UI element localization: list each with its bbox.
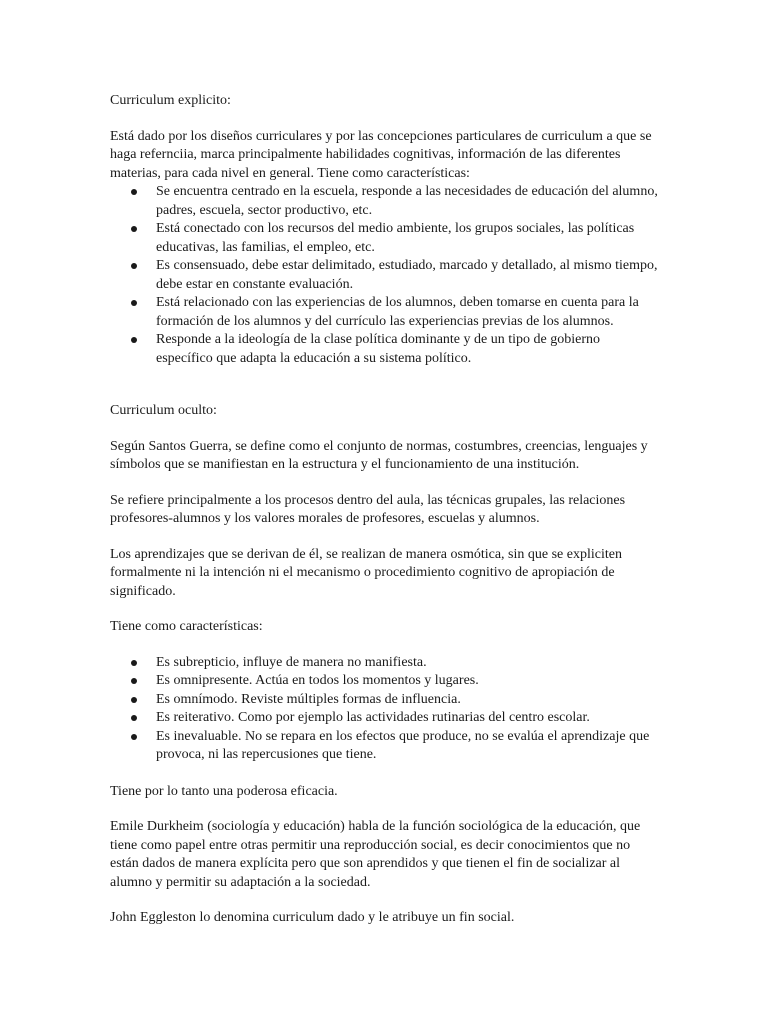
bullet-icon	[131, 734, 137, 740]
bullet-icon	[131, 189, 137, 195]
bullet-icon	[131, 263, 137, 269]
bullet-icon	[131, 678, 137, 684]
list-item: Es inevaluable. No se repara en los efectos que produce, no se evalúa el aprendizaje que provoca, ni las repercusiones que tiene.	[110, 728, 660, 765]
bullet-icon	[131, 697, 137, 703]
bullet-icon	[131, 300, 137, 306]
list-item: Es omnímodo. Reviste múltiples formas de influencia.	[110, 691, 660, 710]
bullet-icon	[131, 226, 137, 232]
list-item: Se encuentra centrado en la escuela, responde a las necesidades de educación del alumno, padres, escuela, sector productivo, etc.	[110, 183, 660, 220]
list-item: Es consensuado, debe estar delimitado, estudiado, marcado y detallado, al mismo tiempo, debe estar en constante evaluación.	[110, 257, 660, 294]
list-item: Está conectado con los recursos del medio ambiente, los grupos sociales, las políticas educativas, las familias, el empleo, etc.	[110, 220, 660, 257]
list-item: Está relacionado con las experiencias de los alumnos, deben tomarse en cuenta para la formación de los alumnos y del currículo las experiencias previas de los alumnos.	[110, 294, 660, 331]
section-title-hidden: Curriculum oculto:	[110, 403, 217, 418]
section-spacer	[110, 368, 660, 402]
list-item: Es omnipresente. Actúa en todos los momentos y lugares.	[110, 672, 660, 691]
features-intro: Tiene como características:	[110, 619, 263, 634]
list-item: Es reiterativo. Como por ejemplo las actividades rutinarias del centro escolar.	[110, 709, 660, 728]
list-spacer	[110, 765, 660, 783]
hidden-characteristics-list	[110, 654, 660, 765]
conclusion-paragraph: Tiene por lo tanto una poderosa eficacia.	[110, 783, 338, 799]
eggleston-paragraph: John Eggleston lo denomina curriculum dado y le atribuye un fin social.	[110, 910, 515, 925]
list-item: Es subrepticio, influye de manera no manifiesta.	[110, 654, 660, 673]
explicit-characteristics-list	[110, 183, 660, 368]
document-page	[110, 92, 660, 945]
durkheim-paragraph: Emile Durkheim (sociología y educación) habla de la función sociológica de la educación, que tiene como papel entre otras permitir una reproducción social, es decir conocimientos que no están dados de manera explícita pero que son aprendidos y que tienen el fin de socializar al alumno y permitir su adaptación a la sociedad.	[110, 819, 641, 890]
list-item: Responde a la ideología de la clase política dominante y de un tipo de gobierno específico que adapta la educación a su sistema político.	[110, 331, 660, 368]
processes-paragraph: Se refiere principalmente a los procesos dentro del aula, las técnicas grupales, las relaciones profesores-alumnos y los valores morales de profesores, escuelas y alumnos.	[110, 492, 626, 526]
bullet-icon	[131, 715, 137, 721]
intro-paragraph: Está dado por los diseños curriculares y por las concepciones particulares de curriculum a que se haga refernciia, marca principalmente habilidades cognitivas, información de las diferentes materias, para cada nivel en general. Tiene como características:	[110, 128, 652, 181]
section-title-explicit: Curriculum explicito:	[110, 93, 231, 108]
learning-paragraph: Los aprendizajes que se derivan de él, se realizan de manera osmótica, sin que se expliciten formalmente ni la intención ni el mecanismo o procedimiento cognitivo de apropiación de significado.	[110, 546, 622, 599]
bullet-icon	[131, 337, 137, 343]
bullet-icon	[131, 660, 137, 666]
definition-paragraph: Según Santos Guerra, se define como el conjunto de normas, costumbres, creencias, lenguajes y símbolos que se manifiestan en la estructura y el funcionamiento de una institución.	[110, 438, 648, 472]
